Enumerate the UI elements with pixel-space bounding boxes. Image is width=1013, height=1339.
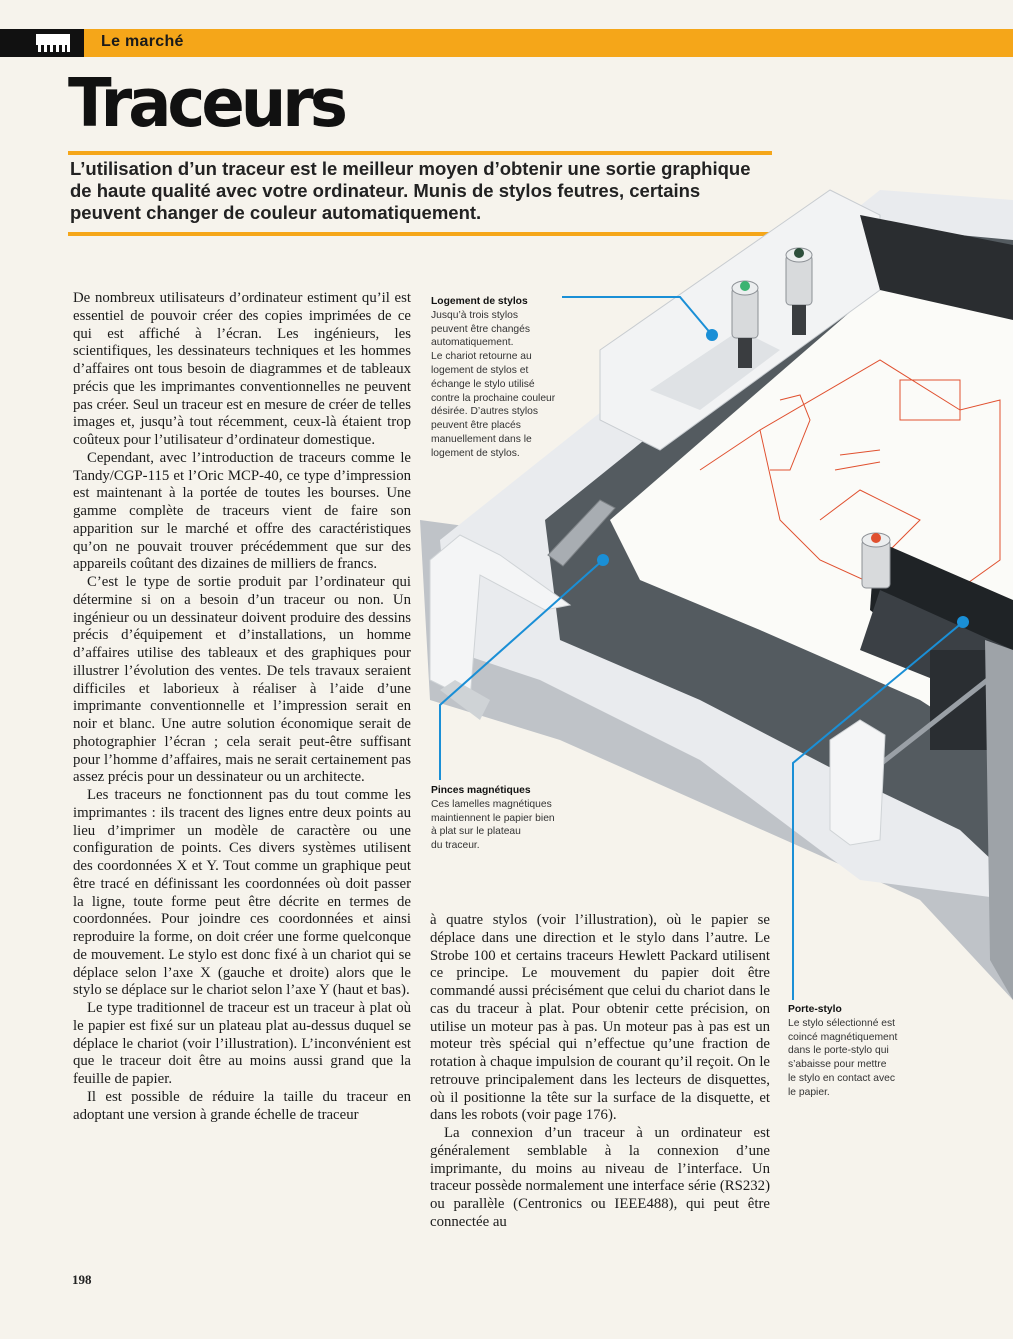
- caption-line: dans le porte-stylo qui: [788, 1045, 889, 1057]
- leader-dot-pinces: [597, 554, 609, 566]
- caption-line: peuvent être placés: [431, 420, 521, 432]
- caption-line: logement de stylos.: [431, 447, 520, 459]
- caption-line: maintiennent le papier bien: [431, 812, 555, 824]
- caption-line: peuvent être changés: [431, 323, 531, 335]
- page-number: 198: [72, 1272, 92, 1287]
- caption-line: coincé magnétiquement: [788, 1031, 898, 1043]
- page-title: Traceurs: [68, 65, 344, 143]
- caption-line: s’abaisse pour mettre: [788, 1059, 887, 1071]
- caption-line: à plat sur le plateau: [431, 826, 521, 838]
- caption-title: Logement de stylos: [431, 296, 528, 307]
- caption-line: Le chariot retourne au: [431, 351, 532, 363]
- body-paragraph: De nombreux utilisateurs d’ordinateur estiment qu’il est essentiel de pouvoir créer des copies imprimées de ce qui est affiché à l’écran. Les ingénieurs, les scientifiques, les dessinateurs techniques et les hommes d’affaires ont tous besoin de diagrammes et de tableaux précis que les imprimantes conventionnelles ne peuvent pas créer. Seul un traceur est en mesure de créer de telles images et, jusqu’à tout récemment, ceux-là étaient trop coûteux pour l’utilisateur d’ordinateur domestique.: [73, 290, 411, 448]
- caption-line: manuellement dans le: [431, 433, 532, 445]
- body-paragraph: Cependant, avec l’introduction de traceurs comme le Tandy/CGP-115 et l’Oric MCP-40, ce type d’impression est maintenant à la portée de toutes les bourses. Une gamme complète de traceurs vient de faire son apparition sur le marché et offre des caractéristiques qu’on ne pouvait trouver précédemment que sur des appareils coûtant des dizaines de milliers de francs.: [73, 449, 411, 573]
- caption-line: Ces lamelles magnétiques: [431, 798, 552, 810]
- body-paragraph: Les traceurs ne fonctionnent pas du tout comme les imprimantes : ils tracent des lignes entre deux points au lieu d’imprimer un modèle de caractère ou une configuration de points. Ces divers systèmes utilisent des coordonnées X et Y. Tout comme un graphique peut être tracé en définissant les coordonnées où doit passer la ligne, toute forme peut être décrite en termes de coordonnées. Pour joindre ces coordonnées et ainsi reproduire la forme, on doit créer une forme quelconque de mouvement. Le stylo est donc fixé à un chariot qui se déplace selon l’axe X (gauche et droite) alors que le stylo se déplace sur le chariot selon l’axe Y (haut et bas).: [73, 787, 411, 999]
- caption-line: Jusqu’à trois stylos: [431, 309, 518, 321]
- caption-line: logement de stylos et: [431, 364, 529, 376]
- body-paragraph: La connexion d’un traceur à un ordinateur est généralement semblable à la connexion d’une imprimante, du moins au niveau de l’interface. Un traceur possède normalement une interface série (RS232) ou parallèle (Centronics ou IEEE488), qui peut être connectée au: [430, 1125, 770, 1230]
- body-column-right: [430, 912, 770, 1232]
- body-paragraph: Le type traditionnel de traceur est un traceur à plat où le papier est fixé sur un plateau plat au-dessus duquel se déplace le chariot (voir l’illustration). L’inconvénient est que le traceur doit être au moins aussi grand que la feuille de papier.: [73, 1000, 411, 1087]
- caption-pinces: [431, 784, 601, 853]
- body-paragraph: à quatre stylos (voir l’illustration), où le papier se déplace dans une direction et le stylo dans l’autre. Le Strobe 100 et certains traceurs Hewlett Packard utilisent ce principe. Le mouvement du papier doit être commandé aussi précisément que celui du chariot dans le cas du traceur à plat. Pour obtenir cette précision, on utilise un moteur pas à pas. Un moteur pas à pas est un moteur très spécial qui n’effectue qu’une fraction de rotation à chaque impulsion de courant qu’il reçoit. On le retrouve principalement dans les lecteurs de disquettes, où il positionne la tête sur la surface de la disquette, et dans les robots (voir page 176).: [430, 912, 770, 1124]
- caption-title: Porte-stylo: [788, 1004, 842, 1015]
- caption-line: contre la prochaine couleur: [431, 392, 556, 404]
- body-paragraph: Il est possible de réduire la taille du traceur en adoptant une version à grande échelle de traceur: [73, 1088, 411, 1123]
- leader-dot-porte: [957, 616, 969, 628]
- body-paragraph: C’est le type de sortie produit par l’ordinateur qui détermine si on a besoin d’un traceur ou non. Un ingénieur ou un dessinateur doivent produire des dessins précis d’équipement et d’installations, un homme d’affaires utilise des tableaux et des graphiques pour illustrer l’évolution des ventes. De tels travaux seraient difficiles et laborieux à réaliser à l’aide d’une imprimante conventionnelle et l’impression serait en noir et blanc. Une autre solution économique serait de photographier l’écran ; cela serait peut-être suffisant pour l’homme d’affaires, mais ne serait certainement pas assez précis pour un dessinateur ou un architecte.: [73, 574, 411, 786]
- caption-title: Pinces magnétiques: [431, 785, 531, 796]
- pen-red: [862, 533, 890, 588]
- section-label: Le marché: [101, 33, 184, 50]
- caption-logement: [431, 295, 601, 461]
- caption-line: du traceur.: [431, 840, 480, 852]
- caption-line: échange le stylo utilisé: [431, 378, 535, 390]
- plotter-frame-front-right: [830, 720, 885, 845]
- leader-dot-logement: [706, 329, 718, 341]
- caption-line: le stylo en contact avec: [788, 1072, 896, 1084]
- caption-line: automatiquement.: [431, 337, 514, 349]
- caption-porte-stylo: [788, 1003, 948, 1100]
- intro-paragraph: L’utilisation d’un traceur est le meilleur moyen d’obtenir une sortie graphique de haute qualité avec votre ordinateur. Munis de stylos feutres, certains peuvent changer de couleur automatiquement.: [70, 158, 751, 223]
- caption-line: le papier.: [788, 1086, 830, 1098]
- caption-line: Le stylo sélectionné est: [788, 1017, 896, 1029]
- body-column-left: [73, 290, 411, 1124]
- caption-line: désirée. D’autres stylos: [431, 406, 539, 418]
